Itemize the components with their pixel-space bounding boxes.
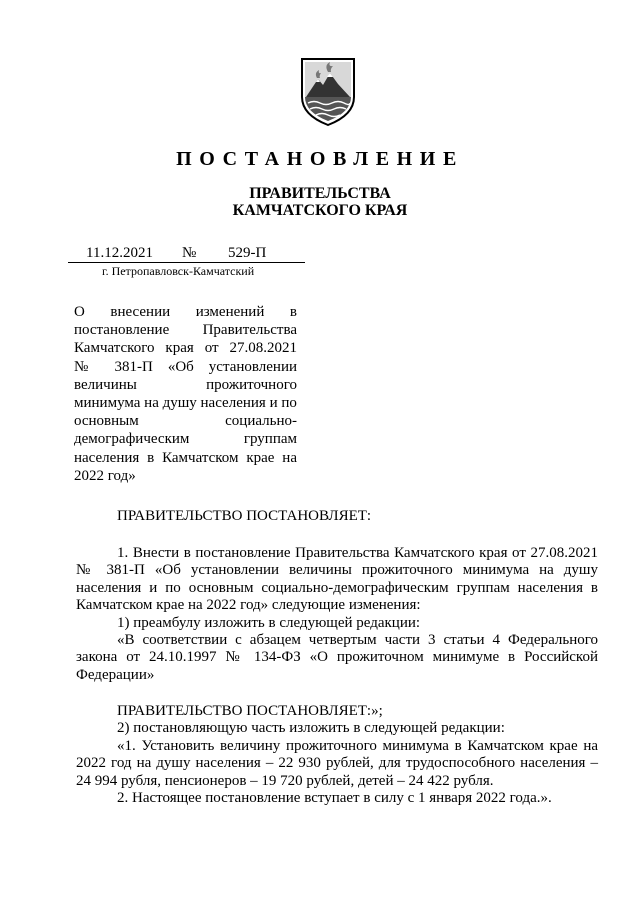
quote-line: 2022 год на душу населения – 22 930 рублей, для трудоспособного населения – [76,755,598,772]
issuer-line-1: ПРАВИТЕЛЬСТВА [249,185,391,202]
paragraph-line: 1. Внести в постановление Правительства Камчатского края от 27.08.2021 [117,545,598,561]
subject-line: постановление Правительства [74,322,297,339]
paragraph-2 [76,703,598,807]
kamchatka-coat-of-arms-icon [300,57,356,127]
issuer-line-2: КАМЧАТСКОГО КРАЯ [232,202,408,219]
paragraph-2-line: 2. Настоящее постановление вступает в силу с 1 января 2022 года.». [117,790,552,807]
decree-date: 11.12.2021 [86,245,153,261]
paragraph-1 [76,545,598,684]
quote-line: 24 994 рубля, пенсионеров – 19 720 рублей, детей – 24 422 рубля. [76,772,494,789]
subject-line: 2022 год» [74,467,136,484]
paragraph-line: населения и по основным социально-демографическим группам населения в [76,579,598,596]
resolves-quoted: ПРАВИТЕЛЬСТВО ПОСТАНОВЛЯЕТ:»; [117,703,383,719]
resolves-heading [76,508,598,525]
item-1: 1) преамбулу изложить в следующей редакции: [117,614,421,631]
number-sign: № [182,245,197,261]
subject-line: основным социально- [74,413,297,430]
resolves-text: ПРАВИТЕЛЬСТВО ПОСТАНОВЛЯЕТ: [117,508,372,524]
subject-line: Камчатского края от 27.08.2021 [74,340,297,357]
subject-line: минимума на душу населения и по [74,395,297,412]
subject-line: населения в Камчатском крае на [74,449,297,466]
issue-city: г. Петропавловск-Камчатский [102,264,255,278]
quote-line: «В соответствии с абзацем четвертым части 3 статьи 4 Федерального [117,632,598,649]
item-2: 2) постановляющую часть изложить в следующей редакции: [117,720,505,737]
quote-line: закона от 24.10.1997 № 134-ФЗ «О прожиточном минимуме в Российской [76,649,598,666]
registration-underline [68,262,305,263]
decree-title: ПОСТАНОВЛЕНИЕ [176,148,464,170]
decree-number: 529-П [228,245,267,261]
registration-row [68,245,304,263]
paragraph-line: № 381-П «Об установлении величины прожиточного минимума на душу [76,562,598,579]
subject-line: демографическим группам [74,431,297,448]
quote-line: Федерации» [76,666,155,683]
decree-subject [74,303,297,485]
quote-line: «1. Установить величину прожиточного минимума в Камчатском крае на [117,737,598,754]
subject-line: величины прожиточного [74,376,297,393]
subject-line: О внесении изменений в [74,304,297,320]
subject-line: № 381-П «Об установлении [74,358,297,375]
paragraph-line: Камчатском крае на 2022 год» следующие изменения: [76,597,421,614]
